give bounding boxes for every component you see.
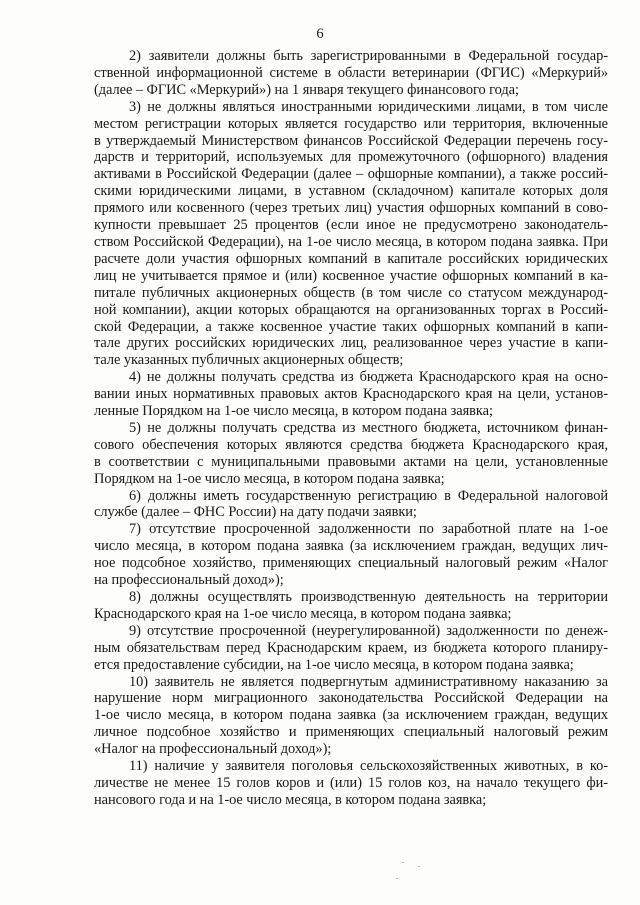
text-line: прямого или косвенного (через третьих лиц) участия офшорных компаний в сово- — [94, 200, 608, 217]
scan-artifact — [418, 866, 420, 867]
text-line: 6) должны иметь государственную регистрацию в Федеральной налоговой — [129, 487, 608, 504]
text-line: число месяца, в котором подана заявка (за исключением граждан, ведущих лич- — [94, 538, 608, 555]
text-line: нансового года и на 1-ое число месяца, в котором подана заявка; — [94, 791, 487, 808]
list-item — [94, 521, 608, 589]
text-line: ется предоставление субсидии, на 1-ое число месяца, в котором подана заявка; — [94, 656, 574, 673]
list-item — [94, 758, 608, 809]
text-line: тале других российских юридических лиц, реализованное через участие в капи- — [94, 335, 608, 352]
text-line: 8) должны осуществлять производственную деятельность на территории — [129, 589, 608, 605]
text-line: тале указанных публичных акционерных обществ; — [94, 352, 404, 369]
text-line: 4) не должны получать средства из бюджета Краснодарского края на осно- — [129, 369, 608, 386]
text-line: ством Российской Федерации), на 1-ое число месяца, в котором подана заявка. При — [94, 233, 608, 250]
list-item — [94, 99, 608, 370]
text-line: 5) не должны получать средства из местного бюджета, источником финан- — [129, 419, 608, 436]
text-line: питале публичных акционерных обществ (в том числе со статусом международ- — [94, 284, 608, 301]
scan-artifact — [402, 862, 404, 863]
text-line: Краснодарского края на 1-ое число месяца, в котором подана заявка; — [94, 605, 512, 622]
list-item — [94, 674, 608, 759]
text-line: дарств и территорий, используемых для промежуточного (офшорного) владения — [94, 149, 608, 166]
text-line: в соответствии с муниципальными правовыми актами на цели, установленные — [94, 453, 608, 470]
list-item — [94, 48, 608, 99]
list-item — [94, 589, 608, 623]
text-line: ленные Порядком на 1-ое число месяца, в котором подана заявка; — [94, 403, 493, 420]
text-line: 9) отсутствие просроченной (неурегулированной) задолженности по денеж- — [129, 622, 608, 639]
text-line: 11) наличие у заявителя поголовья сельскохозяйственных животных, в ко- — [129, 758, 608, 775]
text-line: нарушение норм миграционного законодательства Российской Федерации на — [94, 690, 608, 707]
text-line: личестве не менее 15 голов коров и (или) 15 голов коз, на начало текущего фи- — [94, 774, 608, 791]
text-line: ное подсобное хозяйство, применяющих специальный налоговый режим «Налог — [94, 555, 608, 572]
text-line: вании иных нормативных правовых актов Краснодарского края на цели, установ- — [94, 386, 608, 403]
list-item — [94, 369, 608, 420]
text-line: 7) отсутствие просроченной задолженности по заработной плате на 1-ое — [129, 521, 608, 538]
text-line: активами в Российской Федерации (далее – офшорные компании), а также россий- — [94, 166, 608, 183]
text-line: сового обеспечения которых являются средства бюджета Краснодарского края, — [94, 436, 608, 453]
text-line: службе (далее – ФНС России) на дату подачи заявки; — [94, 504, 417, 521]
page-number: 6 — [316, 26, 324, 42]
text-line: «Налог на профессиональный доход»); — [94, 741, 332, 758]
text-line: в утверждаемый Министерством финансов Российской Федерации перечень госу- — [94, 132, 608, 149]
text-line: ской Федерации, а также косвенное участие таких офшорных компаний в капи- — [94, 318, 608, 335]
text-line: купности превышает 25 процентов (если иное не предусмотрено законодатель- — [94, 217, 608, 234]
text-line: на профессиональный доход»); — [94, 572, 284, 589]
scan-artifact — [396, 878, 398, 879]
text-line: скими юридическими лицами, в уставном (складочном) капитале которых доля — [94, 183, 608, 200]
text-line: ственной информационной системе в области ветеринарии (ФГИС) «Меркурий» — [94, 64, 608, 81]
document-body — [94, 48, 608, 809]
text-line: личное подсобное хозяйство и применяющих специальный налоговый режим — [94, 724, 608, 741]
text-line: 3) не должны являться иностранными юридическими лицами, в том числе — [129, 98, 608, 115]
text-line: ным обязательствам перед Краснодарским краем, из бюджета которого планиру- — [94, 639, 608, 656]
text-line: 1-ое число месяца, в котором подана заявка (за исключением граждан, ведущих — [94, 707, 608, 724]
text-line: 10) заявитель не является подвергнутым административному наказанию за — [129, 673, 608, 690]
text-line: местом регистрации которых является государство или территория, включенные — [94, 115, 608, 132]
text-line: ной компании), акции которых обращаются на организованных торгах в Россий- — [94, 301, 608, 318]
list-item — [94, 420, 608, 488]
text-line: расчете доли участия офшорных компаний в капитале российских юридических — [94, 250, 608, 267]
text-line: Порядком на 1-ое число месяца, в котором подана заявка; — [94, 470, 445, 487]
text-line: лиц не учитывается прямое и (или) косвенное участие офшорных компаний в ка- — [94, 267, 608, 284]
list-item — [94, 623, 608, 674]
text-line: (далее – ФГИС «Меркурий») на 1 января текущего финансового года; — [94, 81, 519, 98]
text-line: 2) заявители должны быть зарегистрированными в Федеральной государ- — [129, 48, 608, 64]
list-item — [94, 488, 608, 522]
